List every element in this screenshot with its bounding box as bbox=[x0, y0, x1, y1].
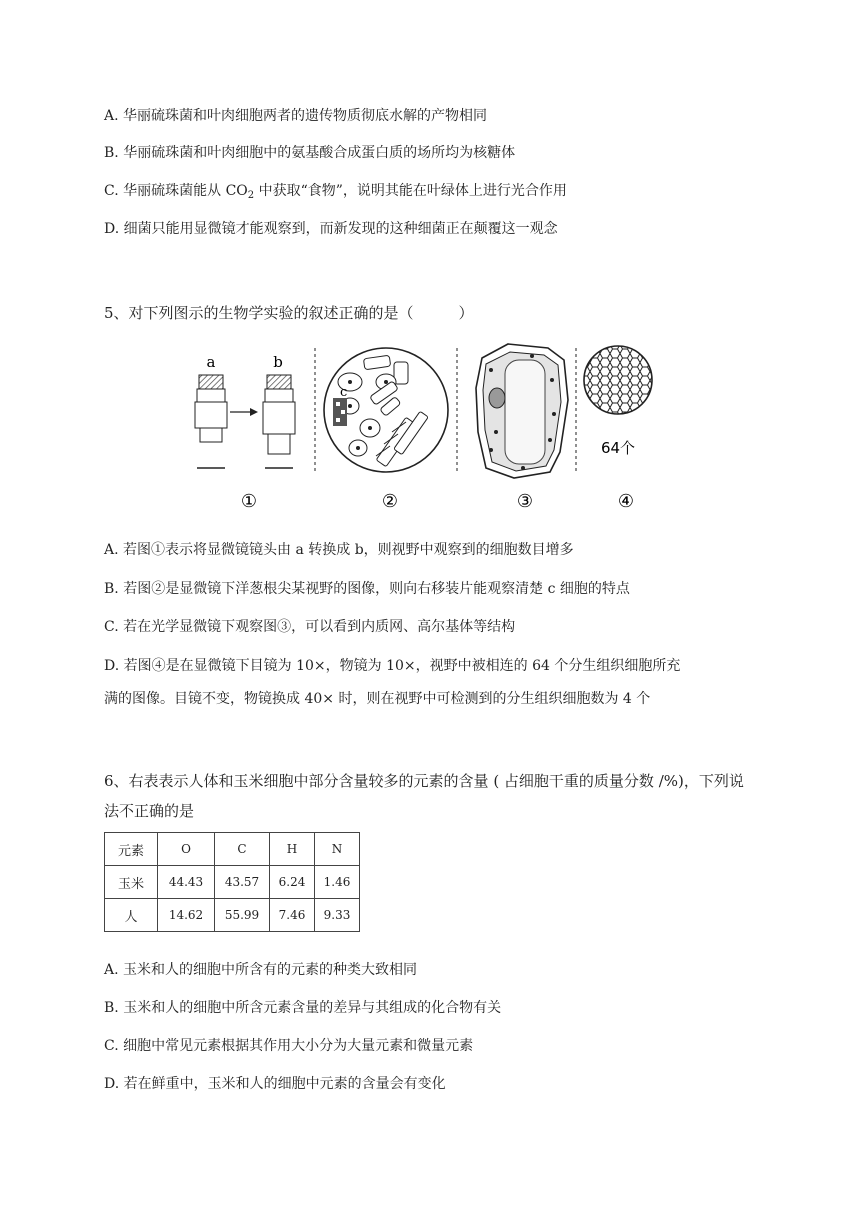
table-cell: 6.24 bbox=[270, 866, 315, 899]
table-header-row bbox=[105, 833, 360, 866]
label-a: a bbox=[206, 353, 216, 371]
table-cell: 55.99 bbox=[215, 899, 270, 932]
table-cell: 1.46 bbox=[315, 866, 360, 899]
plant-cell-diagram bbox=[476, 344, 568, 478]
panel-number-3: ③ bbox=[516, 491, 534, 512]
q5-stem: 5、对下列图示的生物学实验的叙述正确的是（ ） bbox=[104, 304, 474, 322]
q5-option-d-line1: D. 若图④是在显微镜下目镜为 10×，物镜为 10×，视野中被相连的 64 个分生组织细胞所充 bbox=[104, 658, 681, 674]
q6-stem-line2: 法不正确的是 bbox=[104, 802, 195, 820]
panel-number-1: ① bbox=[240, 491, 258, 512]
meristem-field-view bbox=[584, 346, 652, 414]
table-cell: 7.46 bbox=[270, 899, 315, 932]
objective-lens-a bbox=[195, 375, 227, 468]
q4-option-b: B. 华丽硫珠菌和叶肉细胞中的氨基酸合成蛋白质的场所均为核糖体 bbox=[104, 145, 516, 161]
cell-count-label: 64个 bbox=[600, 439, 636, 457]
q5-option-a: A. 若图①表示将显微镜镜头由 a 转换成 b，则视野中观察到的细胞数目增多 bbox=[104, 542, 574, 558]
element-content-table bbox=[104, 832, 360, 932]
table-header-cell: H bbox=[270, 833, 315, 866]
table-row bbox=[105, 899, 360, 932]
table-cell: 43.57 bbox=[215, 866, 270, 899]
q4-option-a: A. 华丽硫珠菌和叶肉细胞两者的遗传物质彻底水解的产物相同 bbox=[104, 108, 488, 124]
table-header-cell: N bbox=[315, 833, 360, 866]
table-cell: 9.33 bbox=[315, 899, 360, 932]
q6-stem-line1: 6、右表表示人体和玉米细胞中部分含量较多的元素的含量 ( 占细胞干重的质量分数 /%)，下列说 bbox=[104, 772, 744, 790]
arrow-head-icon bbox=[250, 408, 258, 416]
q4-option-d: D. 细菌只能用显微镜才能观察到，而新发现的这种细菌正在颠覆这一观念 bbox=[104, 221, 558, 237]
q5-option-d-line2: 满的图像。目镜不变，物镜换成 40× 时，则在视野中可检测到的分生组织细胞数为 4 个 bbox=[104, 691, 651, 707]
q6-option-d: D. 若在鲜重中，玉米和人的细胞中元素的含量会有变化 bbox=[104, 1076, 446, 1092]
q5-option-b: B. 若图②是显微镜下洋葱根尖某视野的图像，则向右移装片能观察清楚 c 细胞的特点 bbox=[104, 581, 630, 597]
label-c: c bbox=[340, 385, 348, 400]
table-header-cell: O bbox=[158, 833, 215, 866]
root-tip-field-view bbox=[324, 348, 448, 472]
table-row bbox=[105, 866, 360, 899]
table-cell: 44.43 bbox=[158, 866, 215, 899]
label-b: b bbox=[273, 353, 283, 371]
q5-option-c: C. 若在光学显微镜下观察图③，可以看到内质网、高尔基体等结构 bbox=[104, 619, 516, 635]
table-cell: 玉米 bbox=[105, 866, 158, 899]
table-cell: 人 bbox=[105, 899, 158, 932]
q6-option-c: C. 细胞中常见元素根据其作用大小分为大量元素和微量元素 bbox=[104, 1038, 474, 1054]
table-header-cell: 元素 bbox=[105, 833, 158, 866]
panel-number-2: ② bbox=[381, 491, 399, 512]
q6-option-b: B. 玉米和人的细胞中所含元素含量的差异与其组成的化合物有关 bbox=[104, 1000, 502, 1016]
q6-option-a: A. 玉米和人的细胞中所含有的元素的种类大致相同 bbox=[104, 962, 418, 978]
q5-figure bbox=[180, 340, 660, 520]
panel-number-4: ④ bbox=[617, 491, 635, 512]
objective-lens-b bbox=[263, 375, 295, 468]
q4-option-c: C. 华丽硫珠菌能从 $CO_2$ 中获取“食物”，说明其能在叶绿体上进行光合作用 bbox=[104, 183, 567, 201]
table-cell: 14.62 bbox=[158, 899, 215, 932]
table-header-cell: C bbox=[215, 833, 270, 866]
